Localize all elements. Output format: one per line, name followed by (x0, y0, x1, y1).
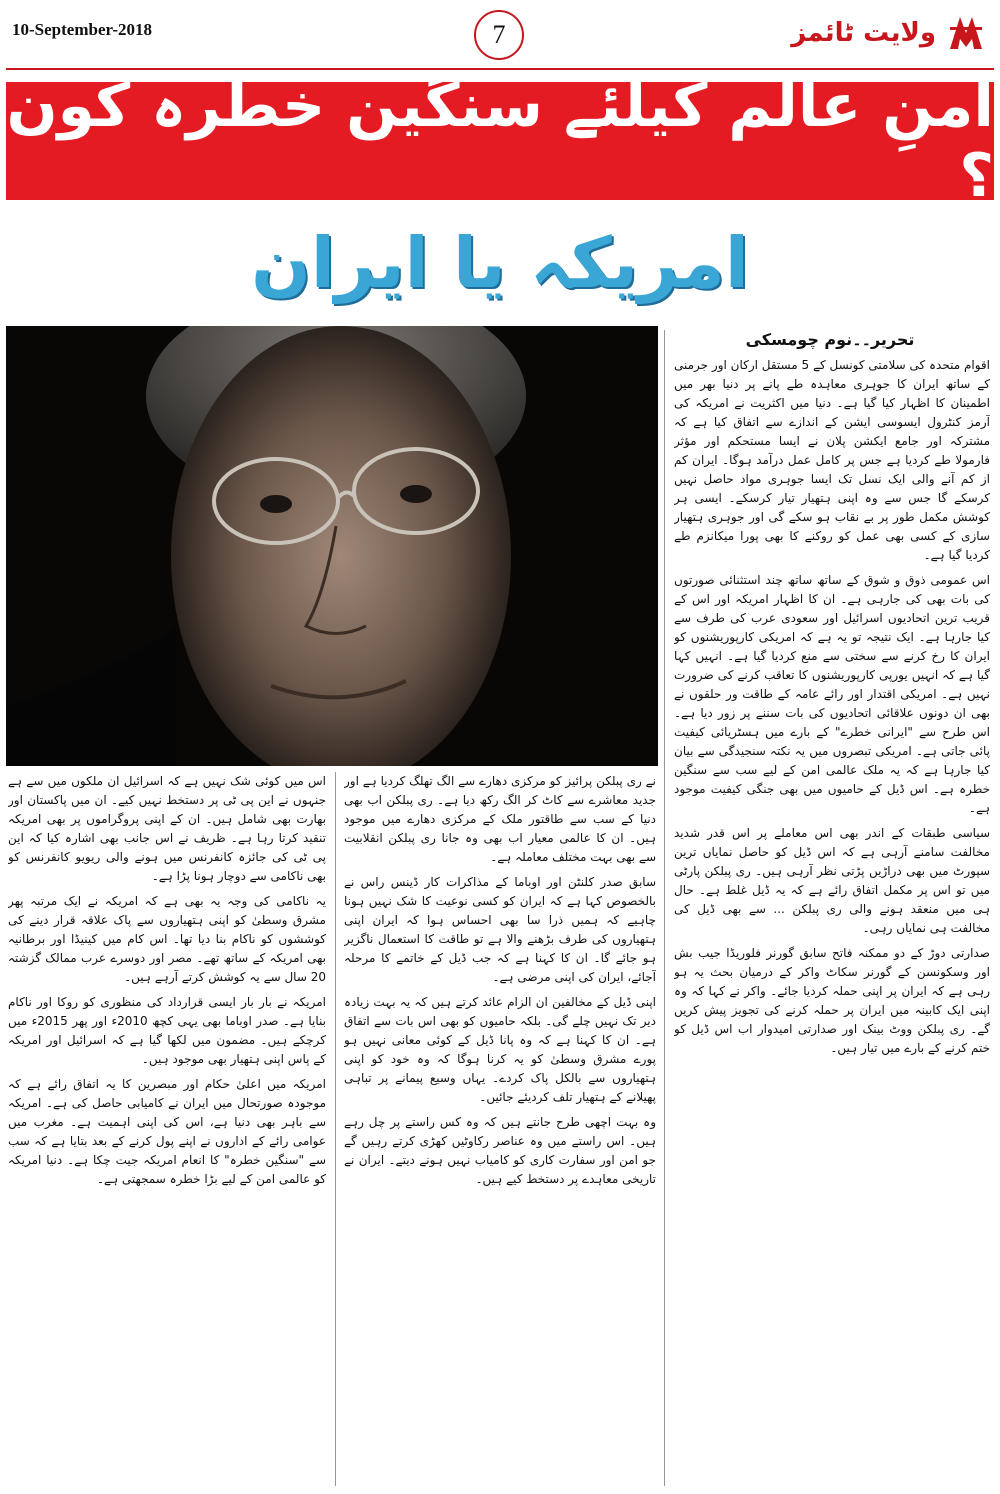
subheadline (6, 208, 994, 318)
article-paragraph: اپنی ڈیل کے مخالفین ان الزام عائد کرتے ہیں کہ یہ بہت زیادہ دیر تک نہیں چلے گی۔ بلکہ حامیوں کو بھی اس بات سے اتفاق ہے۔ ان کا کہنا ہے کہ وہ پانا ڈیل کے کوئی معانی نہیں ہو پورے مشرق وسطیٰ کو یہ کرنا ہوگا کہ وہ خود کو اپنی ہتھیاروں سے بالکل پاک کردے۔ یہاں وسیع پیمانے پر تباہی پھیلانے کے ہتھیار تلف کردیئے جائیں۔ (344, 995, 656, 1104)
portrait-illustration (6, 326, 658, 766)
article-paragraph: سابق صدر کلنٹن اور اوباما کے مذاکرات کار ڈینس راس نے بالخصوص کہا ہے کہ ایران کو کسی نوعیت کا شک نہیں ہونا چاہیے کہ ہمیں ذرا سا بھی احساس ہوا کہ ایران اپنی ہتھیاروں کی طرف بڑھنے والا ہے تو طاقت کا استعمال ناگزیر ہو جائے گا۔ ان کا کہنا ہے کہ جب ڈیل کے خاتمے کا مرحلہ آجائے، ایران کی اپنی مرضی ہے۔ (344, 875, 656, 984)
header-divider (6, 68, 994, 70)
article-column-right (674, 356, 990, 1486)
headline-banner (6, 71, 994, 211)
brand-logo-icon (944, 11, 988, 55)
brand-name: ولایت ٹائمز (791, 18, 936, 48)
author-portrait-photo (6, 326, 658, 766)
article-paragraph: امریکہ میں اعلیٰ حکام اور مبصرین کا یہ اتفاق رائے ہے کہ موجودہ صورتحال میں ایران نے کامیابی حاصل کی ہے۔ امریکہ سے باہر بھی دنیا ہے، اس کی اپنی اہمیت ہے۔ مغرب میں عوامی رائے کے اداروں نے اپنے پول کرنے کے بعد بتایا ہے کہ سب سے "سنگین خطرہ" کا انعام امریکہ جیت چکا ہے۔ دنیا امریکہ کو عالمی امن کے لیے بڑا خطرہ سمجھتی ہے۔ (8, 1077, 326, 1186)
page-number-text: 7 (492, 20, 506, 49)
brand (791, 8, 988, 58)
article-paragraph: اقوام متحدہ کی سلامتی کونسل کے 5 مستقل ارکان اور جرمنی کے ساتھ ایران کا جوہری معاہدہ طے پانے پر دنیا بھر میں اطمینان کا اظہار کیا گیا ہے۔ دنیا میں اکثریت نے امریکہ کی آرمز کنٹرول ایسوسی ایشن کے اندازے سے اتفاق کیا ہے کہ مشترکہ اور جامع ایکشن پلان نے ایسا مستحکم اور مؤثر فارمولا طے کردیا ہے جس پر کامل عمل درآمد ہوگا۔ ایران کم از کم آنے والی ایک نسل تک ایسا جوہری مواد حاصل نہیں کرسکے گا جس سے وہ اپنی ہتھیار تیار کرسکے۔ ایسی ہر کوشش مکمل طور پر بے نقاب ہو سکے گی اور جوہری ہتھیار سازی کے کسی بھی عمل کو روکنے کا بھی پورا میکانزم طے کردیا گیا ہے۔ (674, 358, 990, 562)
article-paragraph: سیاسی طبقات کے اندر بھی اس معاملے پر اس قدر شدید مخالفت سامنے آرہی ہے کہ اس ڈیل کو حاصل نمایاں ترین سپورٹ میں بھی دراڑیں پڑتی نظر آرہی ہیں۔ ری پبلکن پارٹی میں تو اس پر مکمل اتفاق رائے ہے کہ یہ ڈیل غلط ہے۔ حال ہی میں منعقد ہونے والی ری پبلکن ... سے بھی ڈیل کی مخالفت ہی نمایاں رہی۔ (674, 826, 990, 935)
article-column-middle (344, 772, 656, 1486)
masthead (0, 0, 1000, 72)
issue-date: 10-September-2018 (12, 20, 153, 39)
article-paragraph: یہ ناکامی کی وجہ یہ بھی ہے کہ امریکہ نے ایک مرتبہ پھر مشرق وسطیٰ کو اپنی ہتھیاروں سے پاک علاقہ قرار دینے کی کوششوں کو ناکام بنا دیا تھا۔ اس کام میں کینیڈا اور برطانیہ بھی امریکہ کے ساتھ تھے۔ مصر اور دوسرے عرب ممالک گزشتہ 20 سال سے یہ کوشش کرتے آرہے ہیں۔ (8, 894, 326, 984)
article-paragraph: صدارتی دوڑ کے دو ممکنہ فاتح سابق گورنر فلوریڈا جیب بش اور وسکونسن کے گورنر سکاٹ واکر کے درمیان بحث یہ ہو رہی ہے کہ ایران پر اپنی حملہ کردیا جائے۔ واکر نے کہا کہ وہ اپنی ایک کابینہ میں ایران پر حملہ کرنے کی تجویز پیش کریں گے۔ ری پبلکن ووٹ بینک اور صدارتی امیدوار اب اس ڈیل کو ختم کرنے کے بارے میں تیار ہیں۔ (674, 946, 990, 1055)
article-paragraph: وہ بہت اچھی طرح جانتے ہیں کہ وہ کس راستے پر چل رہے ہیں۔ اس راستے میں وہ عناصر رکاوٹیں کھڑی کرتے رہیں گے جو امن اور سفارت کاری کو کامیاب نہیں ہونے دیتے۔ ایران نے تاریخی معاہدے پر دستخط کیے ہیں۔ (344, 1115, 656, 1186)
article-paragraph: امریکہ نے بار بار ایسی قرارداد کی منظوری کو روکا اور ناکام بنایا ہے۔ صدر اوباما بھی یہی کچھ 2010ء اور پھر 2015ء میں کرچکے ہیں۔ مضمون میں لکھا گیا ہے کہ اسرائیل اور امریکہ کے پاس اپنی ہتھیار بھی موجود ہیں۔ (8, 995, 326, 1066)
article-paragraph: اس عمومی ذوق و شوق کے ساتھ ساتھ چند استثنائی صورتوں کی بات بھی کی جارہی ہے۔ ان کا اظہار امریکہ اور اس کے قریب ترین اتحادیوں اسرائیل اور سعودی عرب کی طرف سے کیا جارہا ہے۔ ایک نتیجہ تو یہ ہے کہ امریکی کارپوریشنوں کو ایران کا رخ کرنے سے سختی سے منع کردیا گیا ہے۔ انہیں کہا گیا ہے کہ انہیں یورپی کارپوریشنوں کا تعاقب کرنے کی ضرورت نہیں ہے۔ امریکی اقتدار اور رائے عامہ کے طاقت ور حلقوں نے بھی ان دونوں علاقائی اتحادیوں کی بات سننے پر زور دیا ہے۔ اس طرح سے "ایرانی خطرے" کے بارے میں ہسٹریائی کیفیت پائی جاتی ہے۔ امریکی تبصروں میں یہ نکتہ سنجیدگی سے بیان کیا جارہا ہے کہ یہ ملک عالمی امن کے لیے سب سے سنگین خطرہ ہے۔ اس ڈیل کے حامیوں میں بھی جنگی کیفیت موجود ہے۔ (674, 573, 990, 815)
page-number (474, 10, 524, 60)
subheadline-title: امریکہ یا ایران (251, 222, 749, 304)
article-byline: تحریر۔۔نوم چومسکی (745, 330, 915, 349)
article-paragraph: نے ری پبلکن پرائیز کو مرکزی دھارے سے الگ تھلگ کردیا ہے اور جدید معاشرے سے کاٹ کر الگ رکھ دیا ہے۔ ری پبلکن اب بھی دنیا کے سب سے طاقتور ملک کے مرکزی دھارے میں موجود ہیں۔ ان کا عالمی معیار اب بھی وہ جانا ری پبلکن انقلابیت سے بھی بہت مختلف معاملہ ہے۔ (344, 774, 656, 864)
article-paragraph: اس میں کوئی شک نہیں ہے کہ اسرائیل ان ملکوں میں سے ہے جنہوں نے این پی ٹی پر دستخط نہیں کیے۔ ان میں پاکستان اور بھارت بھی شامل ہیں۔ ان کے اپنی پروگراموں پر بھی امریکہ تنقید کرتا رہا ہے۔ ظریف نے اس جانب بھی اشارہ کیا کہ این پی ٹی کی جائزہ کانفرنس میں ہونے والی ریویو کانفرنس کو بھی ناکامی سے دوچار ہونا پڑا ہے۔ (8, 774, 326, 883)
headline-title: امنِ عالم کیلئے سنگین خطرہ کون ؟ (6, 71, 994, 211)
column-rule (664, 330, 665, 1486)
article-column-left (8, 772, 326, 1486)
column-rule (335, 772, 336, 1486)
